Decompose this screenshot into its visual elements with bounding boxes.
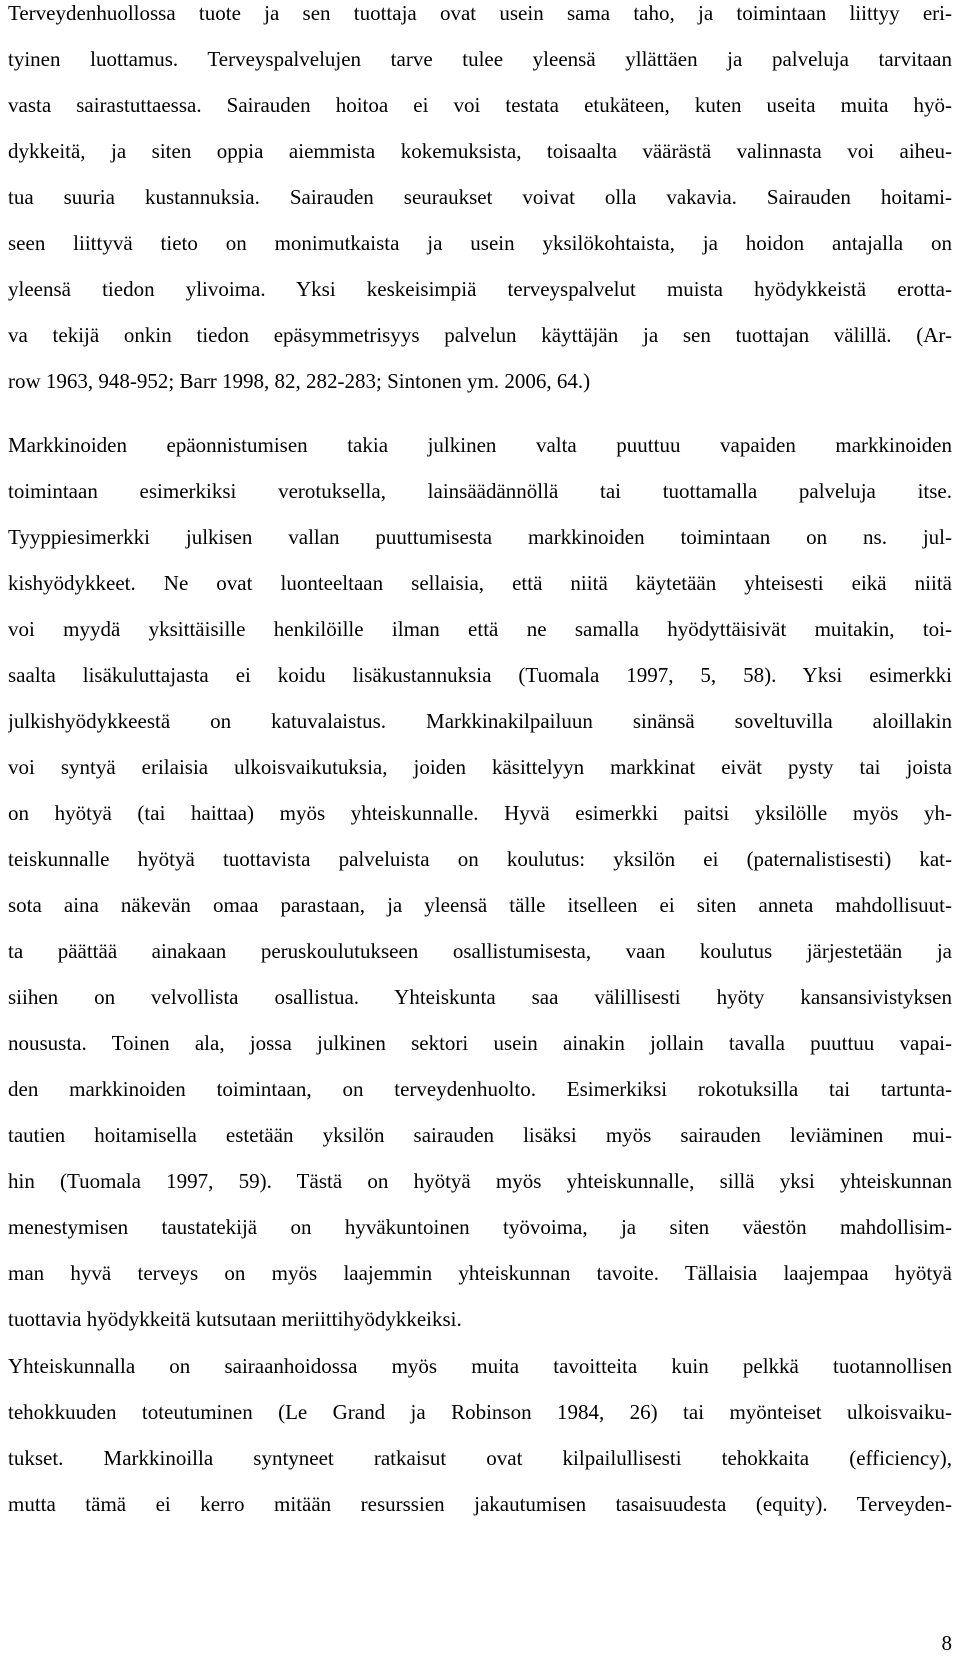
- page-number: 8: [941, 1631, 952, 1655]
- text-line: sota aina näkevän omaa parastaan, ja yleensä tälle itselleen ei siten anneta mahdollisuut-: [8, 893, 952, 917]
- text-line: Terveydenhuollossa tuote ja sen tuottaja ovat usein sama taho, ja toimintaan liittyy eri-: [8, 1, 952, 25]
- text-line: teiskunnalle hyötyä tuottavista palveluista on koulutus: yksilön ei (paternalistisesti) kat-: [8, 847, 952, 871]
- text-line: den markkinoiden toimintaan, on terveydenhuolto. Esimerkiksi rokotuksilla tai tartunta-: [8, 1077, 952, 1101]
- text-line: dykkeitä, ja siten oppia aiemmista kokemuksista, toisaalta väärästä valinnasta voi aiheu-: [8, 139, 952, 163]
- text-line: toimintaan esimerkiksi verotuksella, lainsäädännöllä tai tuottamalla palveluja itse.: [8, 479, 952, 503]
- text-line: tautien hoitamisella estetään yksilön sairauden lisäksi myös sairauden leviäminen mui-: [8, 1123, 952, 1147]
- paragraph: [8, 422, 952, 1342]
- text-line: voi syntyä erilaisia ulkoisvaikutuksia, joiden käsittelyyn markkinat eivät pysty tai joista: [8, 755, 952, 779]
- text-line: va tekijä onkin tiedon epäsymmetrisyys palvelun käyttäjän ja sen tuottajan välillä. (Ar-: [8, 323, 952, 347]
- text-line: tua suuria kustannuksia. Sairauden seuraukset voivat olla vakavia. Sairauden hoitami-: [8, 185, 952, 209]
- text-line: menestymisen taustatekijä on hyväkuntoinen työvoima, ja siten väestön mahdollisim-: [8, 1215, 952, 1239]
- text-line: mutta tämä ei kerro mitään resurssien jakautumisen tasaisuudesta (equity). Terveyden-: [8, 1492, 952, 1516]
- text-line: voi myydä yksittäisille henkilöille ilman että ne samalla hyödyttäisivät muitakin, toi-: [8, 617, 952, 641]
- text-line: noususta. Toinen ala, jossa julkinen sektori usein ainakin jollain tavalla puuttuu vapai-: [8, 1031, 952, 1055]
- text-line: tuottavia hyödykkeitä kutsutaan meriittihyödykkeiksi.: [8, 1307, 462, 1331]
- text-line: ta päättää ainakaan peruskoulutukseen osallistumisesta, vaan koulutus järjestetään ja: [8, 939, 952, 963]
- text-line: saalta lisäkuluttajasta ei koidu lisäkustannuksia (Tuomala 1997, 5, 58). Yksi esimerkki: [8, 663, 952, 687]
- text-line: julkishyödykkeestä on katuvalaistus. Markkinakilpailuun sinänsä soveltuvilla aloillakin: [8, 709, 952, 733]
- paragraph: [8, 1343, 952, 1527]
- text-line: tukset. Markkinoilla syntyneet ratkaisut ovat kilpailullisesti tehokkaita (efficiency),: [8, 1446, 952, 1470]
- text-line: Yhteiskunnalla on sairaanhoidossa myös muita tavoitteita kuin pelkkä tuotannollisen: [8, 1354, 952, 1378]
- text-line: hin (Tuomala 1997, 59). Tästä on hyötyä myös yhteiskunnalle, sillä yksi yhteiskunnan: [8, 1169, 952, 1193]
- text-line: vasta sairastuttaessa. Sairauden hoitoa ei voi testata etukäteen, kuten useita muita hyö-: [8, 93, 952, 117]
- text-line: on hyötyä (tai haittaa) myös yhteiskunnalle. Hyvä esimerkki paitsi yksilölle myös yh-: [8, 801, 952, 825]
- text-line: tyinen luottamus. Terveyspalvelujen tarve tulee yleensä yllättäen ja palveluja tarvitaan: [8, 47, 952, 71]
- text-line: seen liittyvä tieto on monimutkaista ja usein yksilökohtaista, ja hoidon antajalla on: [8, 231, 952, 255]
- text-line: Tyyppiesimerkki julkisen vallan puuttumisesta markkinoiden toimintaan on ns. jul-: [8, 525, 952, 549]
- paragraph: [8, 0, 952, 404]
- text-line: kishyödykkeet. Ne ovat luonteeltaan sellaisia, että niitä käytetään yhteisesti eikä niitä: [8, 571, 952, 595]
- text-line: row 1963, 948-952; Barr 1998, 82, 282-283; Sintonen ym. 2006, 64.): [8, 369, 591, 393]
- text-line: man hyvä terveys on myös laajemmin yhteiskunnan tavoite. Tällaisia laajempaa hyötyä: [8, 1261, 952, 1285]
- text-line: tehokkuuden toteutuminen (Le Grand ja Robinson 1984, 26) tai myönteiset ulkoisvaiku-: [8, 1400, 952, 1424]
- text-line: yleensä tiedon ylivoima. Yksi keskeisimpiä terveyspalvelut muista hyödykkeistä erotta-: [8, 277, 952, 301]
- text-line: siihen on velvollista osallistua. Yhteiskunta saa välillisesti hyöty kansansivistyksen: [8, 985, 952, 1009]
- text-line: Markkinoiden epäonnistumisen takia julkinen valta puuttuu vapaiden markkinoiden: [8, 433, 952, 457]
